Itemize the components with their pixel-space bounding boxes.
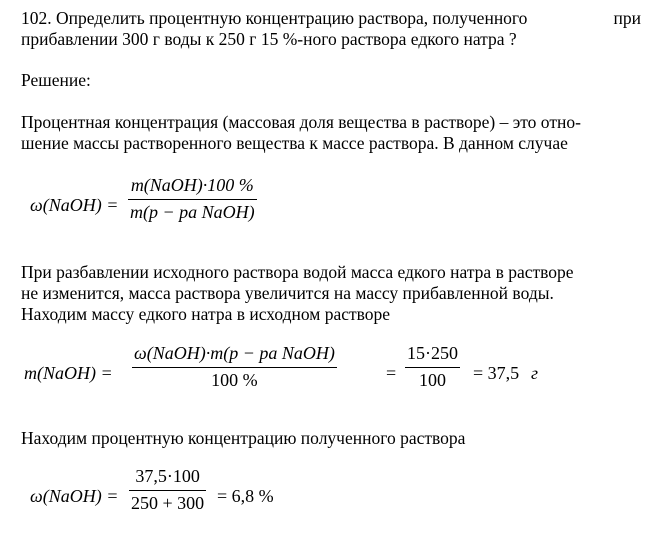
paragraph-1-line-1: Процентная концентрация (массовая доля вещества в растворе) – это отно- [21, 112, 581, 132]
equation-3-numerator: 37,5·100 [135, 466, 200, 486]
equation-1-denominator: m(p − pa NaOH) [130, 202, 255, 222]
paragraph-2-line-1: При разбавлении исходного раствора водой масса едкого натра в растворе [21, 262, 574, 282]
equation-2-unit: г [531, 363, 539, 383]
equation-1-lhs: ω(NaOH) = [30, 195, 119, 215]
equation-2-lhs: m(NaOH) = [24, 363, 113, 383]
equation-2-result: = 37,5 [473, 363, 520, 383]
equation-2-equals: = [386, 363, 397, 383]
paragraph-2-line-3: Находим массу едкого натра в исходном растворе [21, 304, 391, 324]
fraction-bar [129, 490, 206, 491]
equation-2-denominator-2: 100 [419, 370, 446, 390]
equation-1-fraction [128, 175, 257, 223]
paragraph-1-line-2: шение массы растворенного вещества к массе раствора. В данном случае [21, 133, 568, 153]
fraction-bar [128, 199, 257, 200]
equation-2-numerator-1: ω(NaOH)·m(p − pa NaOH) [134, 343, 335, 363]
paragraph-2-line-2: не изменится, масса раствора увеличится на массу прибавленной воды. [21, 283, 554, 303]
equation-1-numerator: m(NaOH)·100 % [130, 175, 254, 195]
equation-2-numerator-2: 15·250 [407, 343, 458, 363]
solution-heading: Решение: [21, 70, 91, 90]
problem-text-1-end: при [613, 8, 641, 28]
fraction-bar [405, 367, 460, 368]
equation-2-fraction-1 [132, 343, 337, 391]
equation-3-lhs: ω(NaOH) = [30, 486, 119, 506]
equation-2-denominator-1: 100 % [211, 370, 258, 390]
problem-line-1 [21, 8, 641, 29]
problem-line-2: прибавлении 300 г воды к 250 г 15 %-ного раствора едкого натра ? [21, 29, 517, 49]
fraction-bar [132, 367, 337, 368]
problem-text-1: 102. Определить процентную концентрацию раствора, полученного [21, 8, 528, 28]
equation-3-fraction [129, 466, 206, 514]
paragraph-3: Находим процентную концентрацию полученного раствора [21, 428, 466, 448]
equation-2-fraction-2 [405, 343, 460, 391]
equation-3-result: = 6,8 % [217, 486, 274, 506]
equation-3-denominator: 250 + 300 [131, 493, 205, 513]
